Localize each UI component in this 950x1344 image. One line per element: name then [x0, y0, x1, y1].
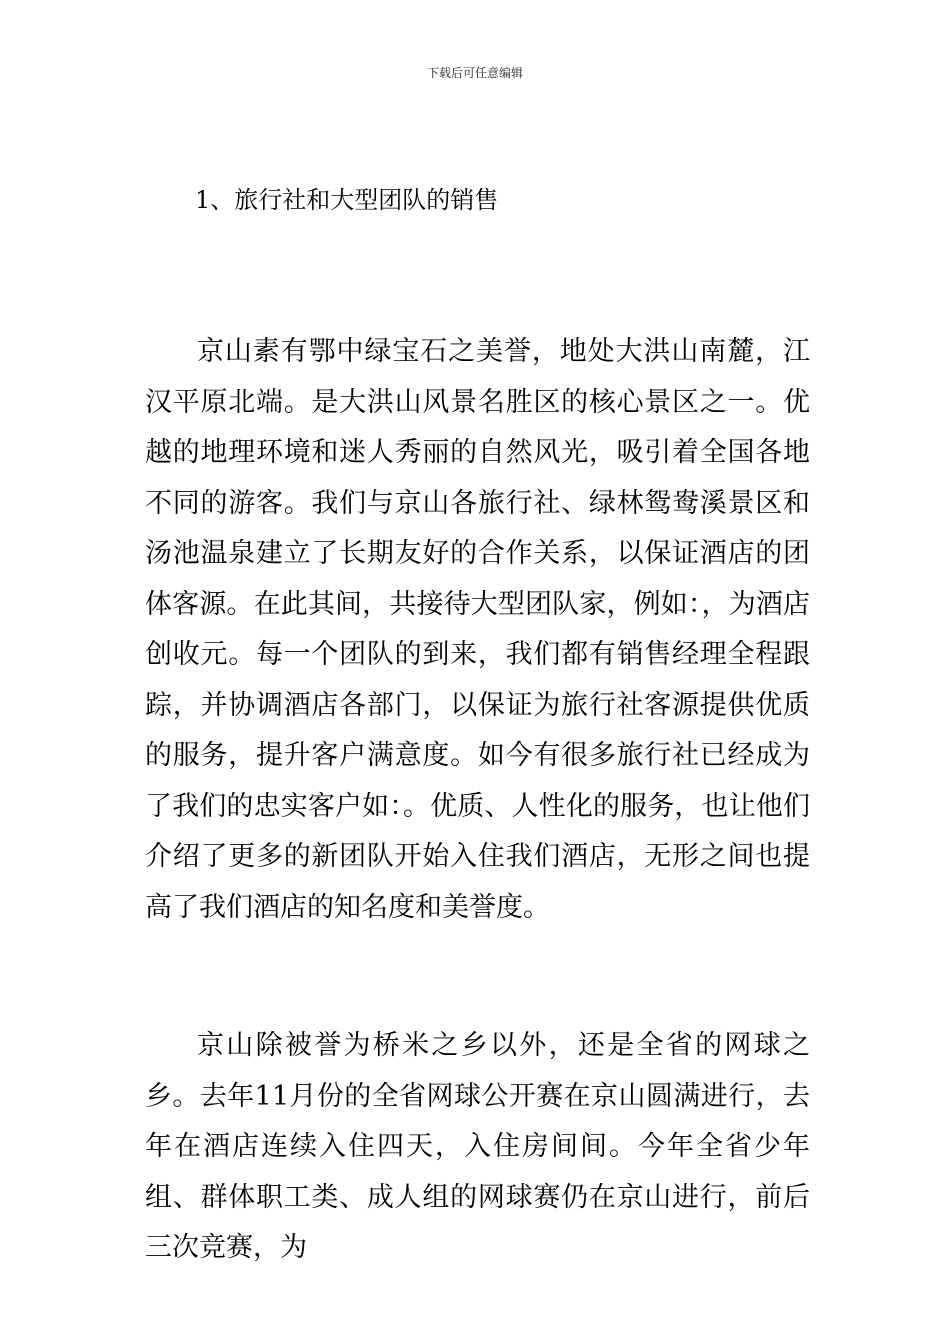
body-paragraph: 京山除被誉为桥米之乡以外，还是全省的网球之乡。去年11月份的全省网球公开赛在京山圆满进行，去年在酒店连续入住四天，入住房间间。今年全省少年组、群体职工类、成人组的网球赛仍在京山进行，前后三次竞赛，为: [145, 1030, 810, 1263]
body-paragraph: 京山素有鄂中绿宝石之美誉，地处大洪山南麓，江汉平原北端。是大洪山风景名胜区的核心景区之一。优越的地理环境和迷人秀丽的自然风光，吸引着全国各地不同的游客。我们与京山各旅行社、绿林鸳鸯溪景区和汤池温泉建立了长期友好的合作关系，以保证酒店的团体客源。在此其间，共接待大型团队家，例如：，为酒店创收元。每一个团队的到来，我们都有销售经理全程跟踪，并协调酒店各部门，以保证为旅行社客源提供优质的服务，提升客户满意度。如今有很多旅行社已经成为了我们的忠实客户如：。优质、人性化的服务，也让他们介绍了更多的新团队开始入住我们酒店，无形之间也提高了我们酒店的知名度和美誉度。: [145, 336, 810, 923]
section-heading: 1、旅行社和大型团队的销售: [195, 186, 499, 214]
page-header: 下载后可任意编辑: [426, 66, 523, 80]
